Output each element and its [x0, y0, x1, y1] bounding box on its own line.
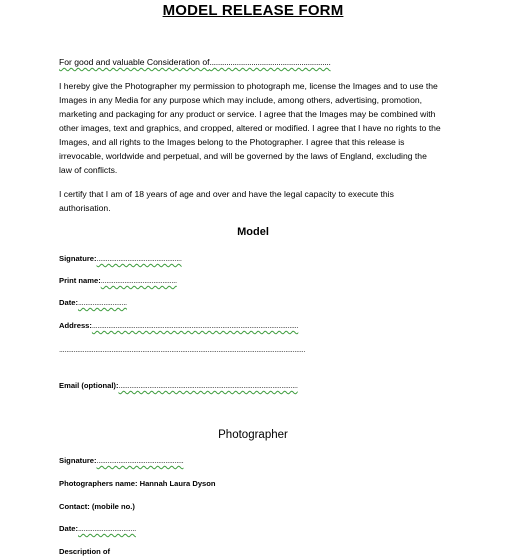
model-address-label: Address: — [59, 321, 92, 330]
permission-paragraph-line-5: Images, and all rights to the Images belong to the Photographer. I agree that this release is — [59, 137, 405, 147]
consideration-text: For good and valuable Consideration of — [59, 57, 210, 67]
model-address-dots: .................................................................................................................. — [91, 321, 299, 330]
model-signature-dots: ............................................... — [96, 254, 182, 263]
model-address-field[interactable] — [59, 321, 298, 330]
model-date-label: Date: — [59, 298, 78, 307]
model-print-name-label: Print name: — [59, 276, 101, 285]
permission-paragraph-line-7: law of conflicts. — [59, 165, 118, 175]
permission-paragraph-line-1: I hereby give the Photographer my permission to photograph me, license the Images and to use the — [59, 81, 438, 91]
model-email-field[interactable] — [59, 381, 298, 390]
photographer-heading: Photographer — [218, 429, 288, 441]
certify-paragraph-line-1: I certify that I am of 18 years of age and over and have the legal capacity to execute this — [59, 189, 394, 199]
model-print-name-dots: .......................................... — [100, 276, 177, 285]
model-signature-field[interactable] — [59, 254, 182, 263]
consideration-line — [59, 55, 459, 69]
model-date-field[interactable] — [59, 298, 127, 307]
model-signature-label: Signature: — [59, 254, 97, 263]
photographer-name-field[interactable]: Photographers name: Hannah Laura Dyson — [59, 479, 216, 488]
photographer-date-label: Date: — [59, 524, 78, 533]
certify-paragraph-line-2: authorisation. — [59, 203, 111, 213]
model-print-name-field[interactable] — [59, 276, 177, 285]
model-email-label: Email (optional): — [59, 381, 119, 390]
photographer-description-field[interactable]: Description of — [59, 547, 111, 556]
photographer-date-dots: ................................ — [78, 524, 136, 533]
permission-paragraph-line-2: Images in any Media for any purpose which may include, among others, advertising, promotion, — [59, 95, 423, 105]
permission-paragraph-line-6: irrevocable, worldwide and perpetual, and will be governed by the laws of England, excluding the — [59, 151, 427, 161]
permission-paragraph-line-3: marketing and packaging for any product or service. I agree that the Images may be combined with — [59, 109, 436, 119]
consideration-dots: .......................................................... — [209, 57, 331, 67]
photographer-signature-dots: ................................................ — [96, 456, 184, 465]
form-title: MODEL RELEASE FORM — [162, 2, 344, 19]
permission-paragraph-line-4: other images, text and graphics, and cropped, altered or modified. I agree that I have no rights to the — [59, 123, 441, 133]
photographer-signature-field[interactable] — [59, 456, 183, 465]
model-email-dots: ................................................................................................... — [118, 381, 298, 390]
photographer-date-field[interactable] — [59, 524, 136, 533]
model-address-line-2[interactable]: ........................................................................................................................................ — [59, 345, 306, 354]
photographer-signature-label: Signature: — [59, 456, 97, 465]
model-date-dots: ........................... — [78, 298, 127, 307]
photographer-contact-field[interactable]: Contact: (mobile no.) — [59, 502, 135, 511]
model-heading: Model — [237, 226, 269, 238]
